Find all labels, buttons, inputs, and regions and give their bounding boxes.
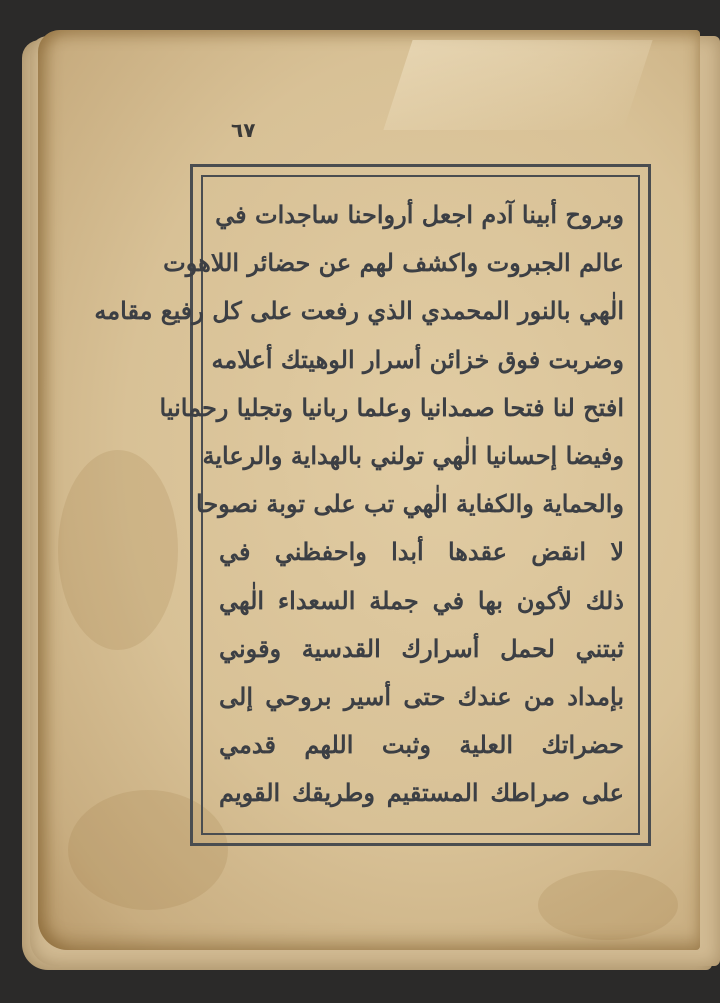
- text-line: ثبتني لحمل أسرارك القدسية وقوني: [219, 633, 624, 663]
- text-line: وفيضا إحسانيا الٰهي تولني بالهداية والرعاية: [202, 440, 624, 470]
- text-line: حضراتك العلية وثبت اللهم قدمي: [219, 730, 624, 760]
- text-line: افتح لنا فتحا صمدانيا وعلما ربانيا وتجليا رحمانيا: [159, 392, 624, 422]
- text-line: الٰهي بالنور المحمدي الذي رفعت على كل رفيع مقامه: [94, 296, 624, 326]
- text-block: [94, 191, 624, 823]
- paper-stain: [58, 450, 178, 650]
- manuscript-page: [38, 30, 700, 950]
- text-line: لا انقض عقدها أبدا واحفظني في: [219, 537, 624, 567]
- text-frame-inner: [94, 175, 640, 835]
- text-line: والحماية والكفاية الٰهي تب على توبة نصوحا: [196, 489, 624, 519]
- text-line: وضربت فوق خزائن أسرار الوهيتك أعلامه: [211, 344, 624, 374]
- text-line: على صراطك المستقيم وطريقك القويم: [219, 778, 624, 808]
- paper-fold: [383, 40, 652, 130]
- page-number: ٦٧: [231, 118, 256, 142]
- text-frame: [94, 164, 651, 846]
- text-line: ذلك لأكون بها في جملة السعداء الٰهي: [219, 585, 624, 615]
- text-line: وبروح أبينا آدم اجعل أرواحنا ساجدات في: [215, 200, 624, 229]
- text-line: عالم الجبروت واكشف لهم عن حضائر اللاهوت: [163, 248, 624, 278]
- text-line: بإمداد من عندك حتى أسير بروحي إلى: [219, 681, 624, 711]
- paper-stain: [538, 870, 678, 940]
